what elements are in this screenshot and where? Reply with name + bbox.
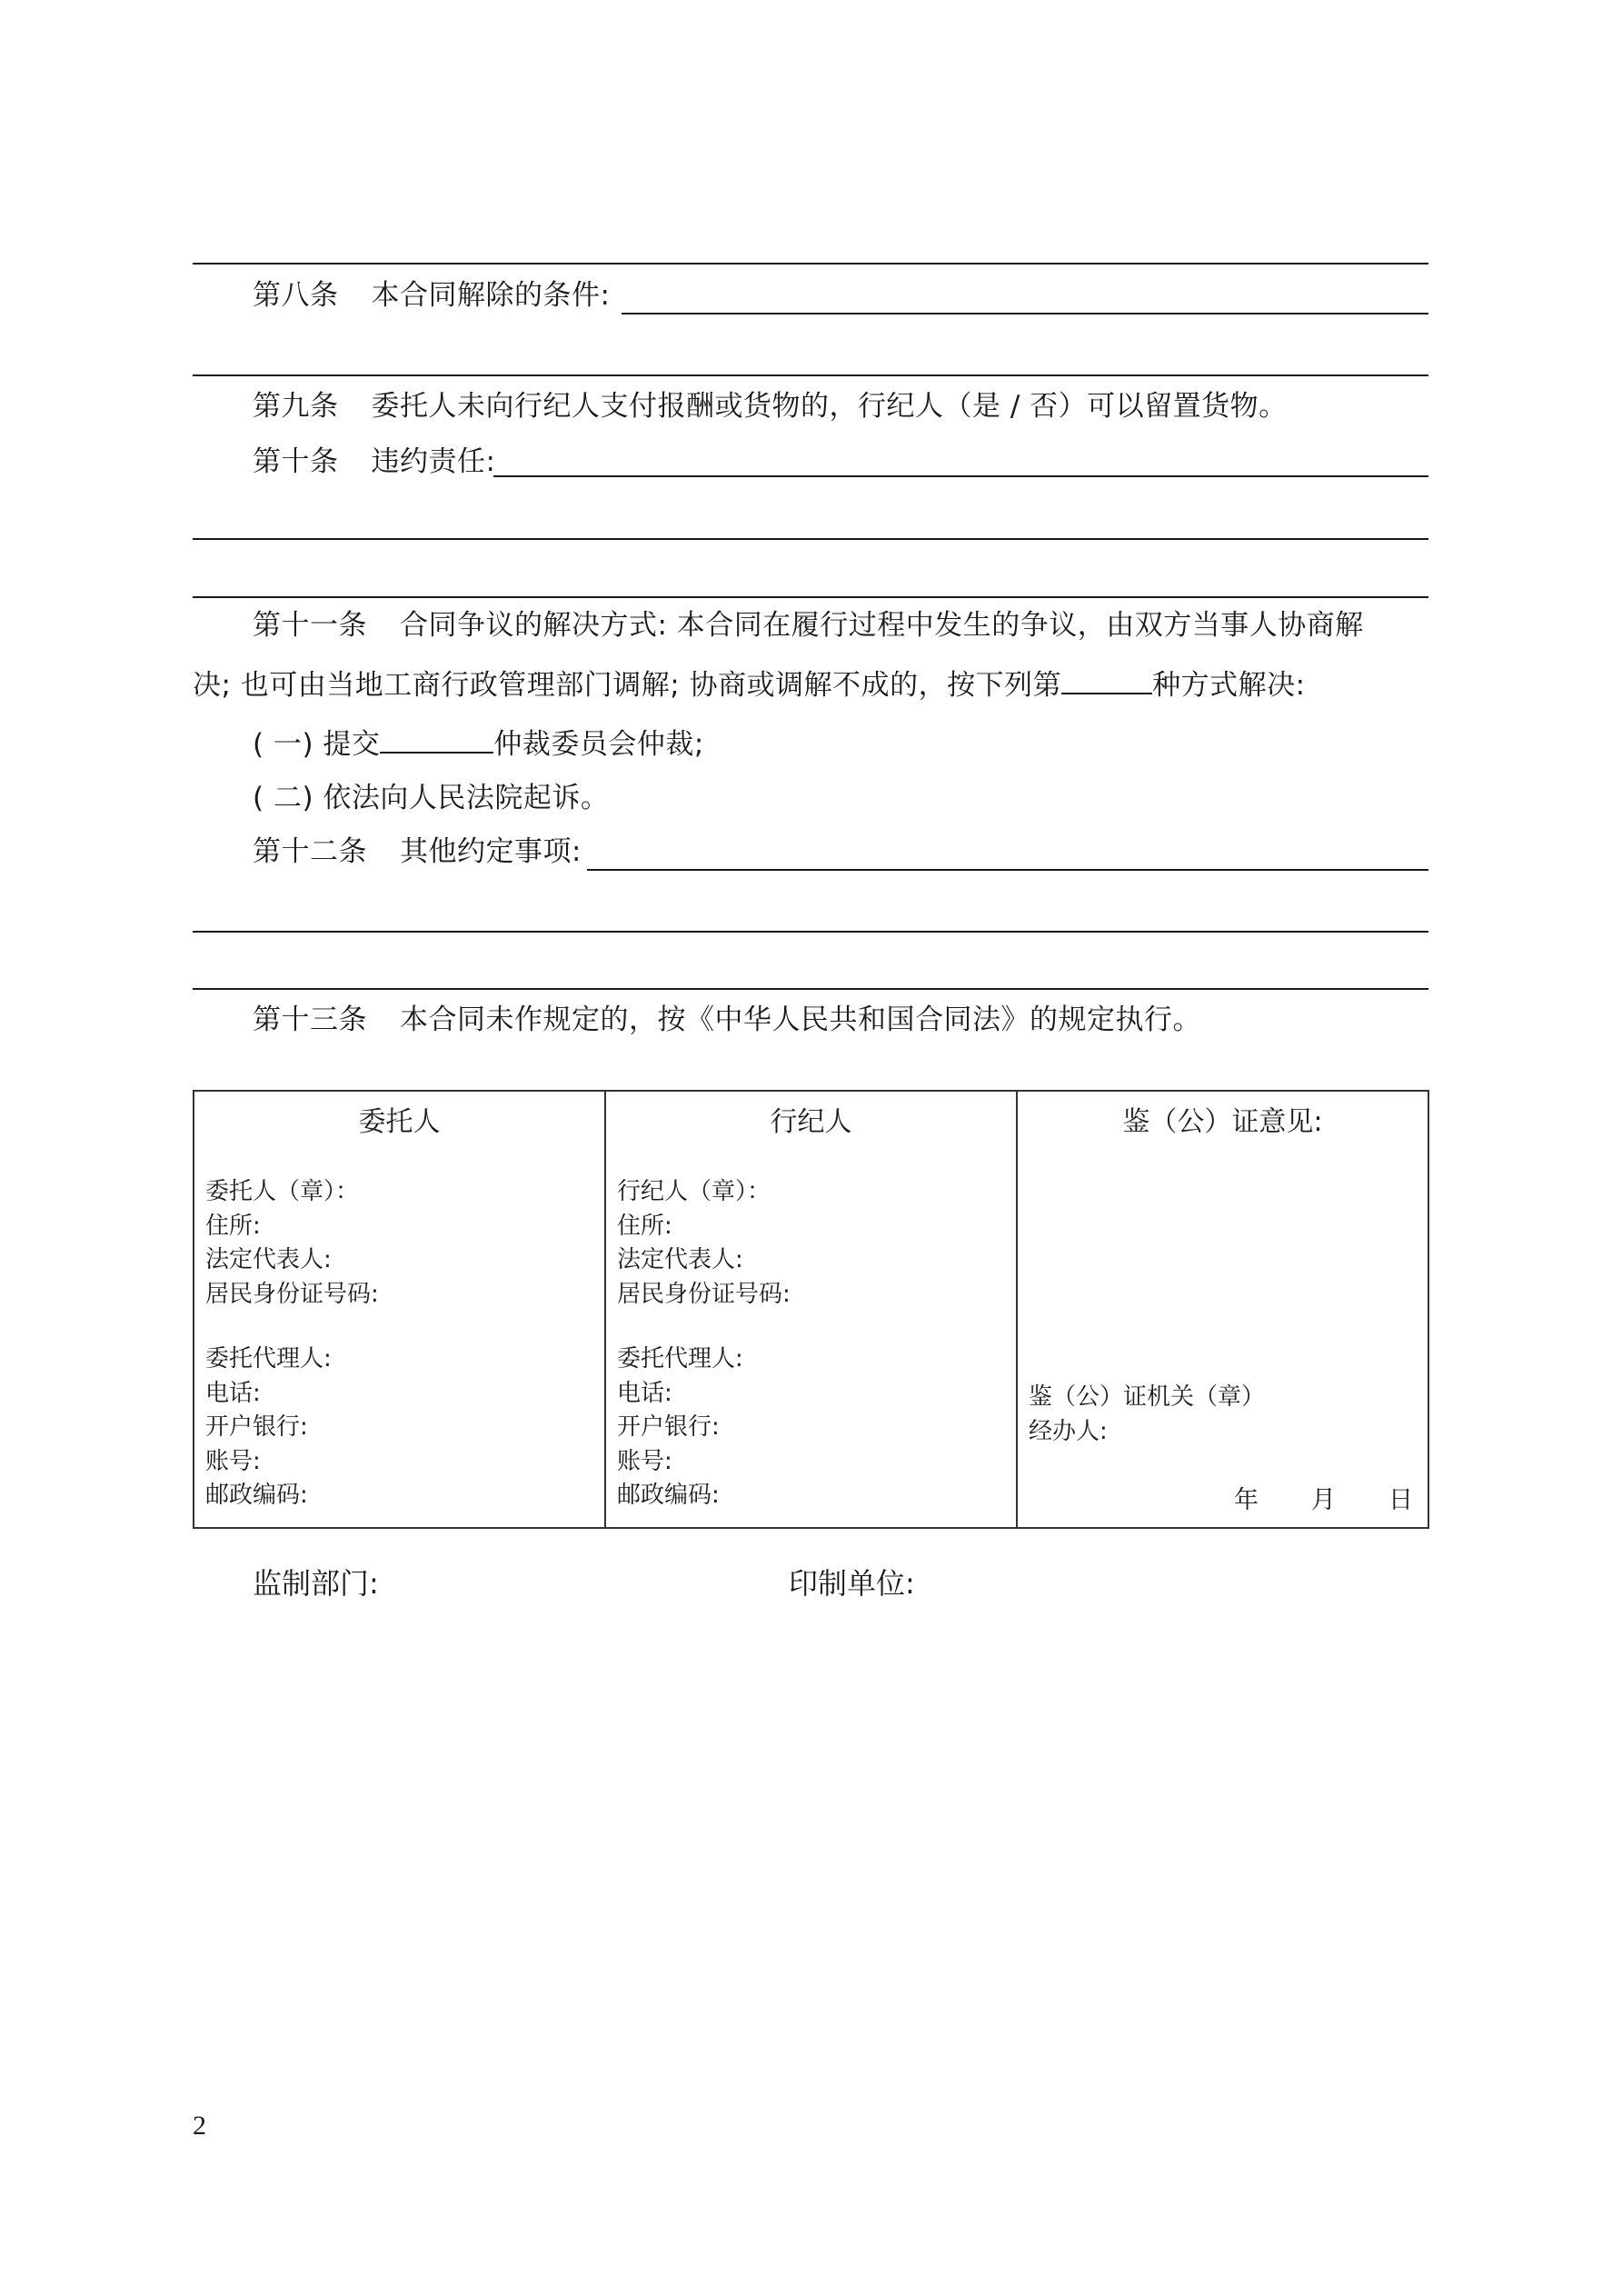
- broker-legal-rep-field[interactable]: 法定代表人:: [617, 1246, 743, 1273]
- article-11-line-1: [253, 607, 1364, 644]
- article-8-fill-line-2[interactable]: [193, 374, 1428, 376]
- broker-header: 行纪人: [770, 1106, 852, 1138]
- article-10-fill-line[interactable]: [493, 475, 1428, 477]
- article-12-fill-line[interactable]: [587, 869, 1428, 871]
- article-11-text-1: 合同争议的解决方式: 本合同在履行过程中发生的争议，由双方当事人协商解: [400, 609, 1364, 642]
- principal-column: [194, 1091, 605, 1528]
- signature-table: [193, 1090, 1429, 1529]
- option-2-text: ( 二) 依法向人民法院起诉。: [253, 782, 610, 814]
- principal-seal-field[interactable]: 委托人（章）：: [205, 1178, 360, 1205]
- principal-id-number-field[interactable]: 居民身份证号码:: [205, 1280, 379, 1308]
- article-10-number: 第十条: [253, 445, 339, 478]
- broker-phone-field[interactable]: 电话:: [617, 1379, 672, 1407]
- notary-org-seal-field[interactable]: 鉴（公）证机关（章）: [1029, 1383, 1266, 1411]
- principal-agent-field[interactable]: 委托代理人:: [205, 1345, 332, 1373]
- article-13-text: 本合同未作规定的，按《中华人民共和国合同法》的规定执行。: [400, 1003, 1201, 1036]
- principal-header: 委托人: [358, 1106, 441, 1138]
- notary-date[interactable]: [1181, 1484, 1413, 1517]
- page-number: 2: [193, 2111, 206, 2141]
- article-8-text: 本合同解除的条件:: [371, 279, 611, 312]
- article-10-fill-line-2[interactable]: [193, 538, 1428, 540]
- article-12-fill-line-3[interactable]: [193, 988, 1428, 990]
- article-11-number: 第十一条: [253, 609, 367, 642]
- option-1-text: ( 一) 提交: [253, 728, 381, 761]
- broker-address-field[interactable]: 住所:: [617, 1212, 672, 1240]
- arbitration-commission-blank[interactable]: [380, 724, 493, 754]
- principal-account-field[interactable]: 账号:: [205, 1447, 261, 1475]
- broker-agent-field[interactable]: 委托代理人:: [617, 1345, 743, 1373]
- notary-handler-field[interactable]: 经办人:: [1029, 1417, 1108, 1445]
- broker-seal-field[interactable]: 行纪人（章）：: [617, 1178, 771, 1205]
- broker-account-field[interactable]: 账号:: [617, 1447, 672, 1475]
- broker-bank-field[interactable]: 开户银行:: [617, 1413, 720, 1441]
- principal-address-field[interactable]: 住所:: [205, 1212, 261, 1240]
- broker-column: [605, 1091, 1017, 1528]
- article-10-text: 违约责任:: [371, 445, 496, 478]
- supervisor-label: 监制部门:: [253, 1566, 379, 1601]
- broker-postcode-field[interactable]: 邮政编码:: [617, 1482, 720, 1509]
- article-10: [253, 444, 495, 480]
- principal-bank-field[interactable]: 开户银行:: [205, 1413, 308, 1441]
- article-9-text: 委托人未向行纪人支付报酬或货物的，行纪人（是 / 否）可以留置货物。: [371, 390, 1288, 423]
- article-12-number: 第十二条: [253, 835, 367, 868]
- date-month: 月: [1311, 1486, 1336, 1514]
- notary-column: [1017, 1091, 1428, 1528]
- principal-phone-field[interactable]: 电话:: [205, 1379, 261, 1407]
- date-day: 日: [1388, 1486, 1413, 1514]
- article-12-text: 其他约定事项:: [400, 835, 582, 868]
- notary-header: 鉴（公）证意见:: [1122, 1106, 1323, 1138]
- article-13: [253, 1002, 1201, 1038]
- method-number-blank[interactable]: [1061, 665, 1152, 694]
- printer-label: 印制单位:: [789, 1566, 915, 1601]
- article-11-text-2: 决; 也可由当地工商行政管理部门调解; 协商或调解不成的，按下列第: [193, 669, 1062, 702]
- principal-postcode-field[interactable]: 邮政编码:: [205, 1482, 308, 1509]
- article-12-fill-line-2[interactable]: [193, 931, 1428, 933]
- article-13-number: 第十三条: [253, 1003, 367, 1036]
- article-8: [253, 277, 610, 314]
- article-10-fill-line-3[interactable]: [193, 596, 1428, 598]
- article-9: [253, 388, 1288, 424]
- article-11-line-2: [193, 665, 1306, 704]
- article-8-fill-line[interactable]: [622, 313, 1428, 314]
- option-1-text-2: 仲裁委员会仲裁;: [493, 728, 704, 761]
- article-8-number: 第八条: [253, 279, 339, 312]
- rule-top: [193, 263, 1428, 265]
- broker-id-number-field[interactable]: 居民身份证号码:: [617, 1280, 791, 1308]
- date-year: 年: [1234, 1486, 1259, 1514]
- article-11-text-3: 种方式解决:: [1152, 669, 1306, 702]
- article-11-option-2: [253, 780, 609, 816]
- article-11-option-1: [253, 724, 704, 763]
- principal-legal-rep-field[interactable]: 法定代表人:: [205, 1246, 332, 1273]
- article-9-number: 第九条: [253, 390, 339, 423]
- article-12: [253, 834, 582, 870]
